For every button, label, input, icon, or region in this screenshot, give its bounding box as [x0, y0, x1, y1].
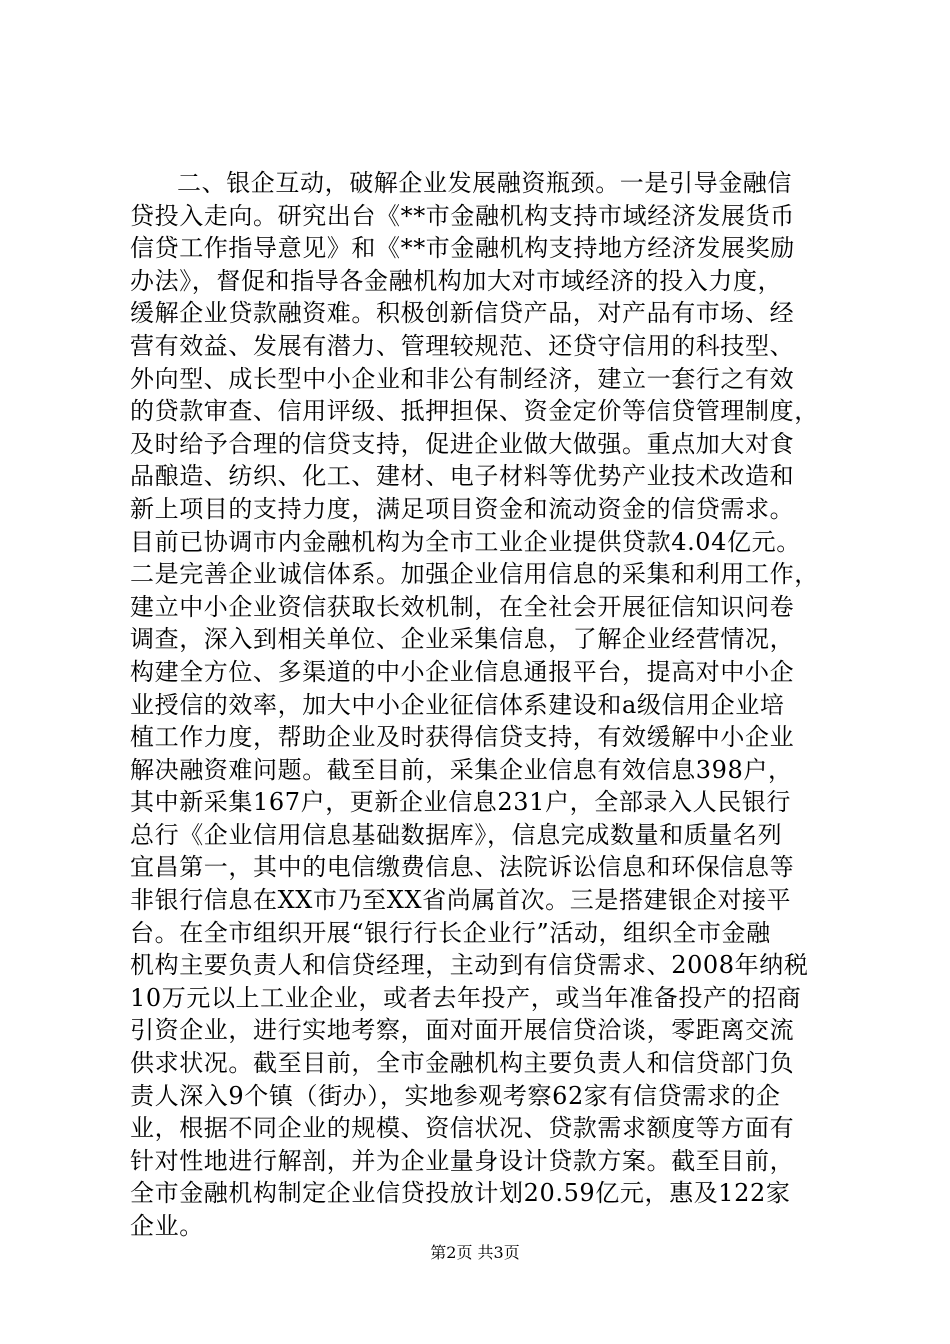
text-line: 构建全方位、多渠道的中小企业信息通报平台，提高对中小企	[130, 657, 795, 686]
text-line: 及时给予合理的信贷支持，促进企业做大做强。重点加大对食	[130, 429, 795, 458]
text-line: 建立中小企业资信获取长效机制，在全社会开展征信知识问卷	[130, 592, 795, 621]
text-line: 非银行信息在XX市乃至XX省尚属首次。三是搭建银企对接平	[130, 886, 792, 915]
text-line: 目前已协调市内金融机构为全市工业企业提供贷款4.04亿元。	[130, 527, 801, 556]
text-line: 机构主要负责人和信贷经理，主动到有信贷需求、2008年纳税	[130, 951, 809, 980]
text-line: 针对性地进行解剖，并为企业量身设计贷款方案。截至目前，	[130, 1146, 795, 1175]
text-line: 信贷工作指导意见》和《**市金融机构支持地方经济发展奖励	[130, 234, 795, 263]
text-line: 植工作力度，帮助企业及时获得信贷支持，有效缓解中小企业	[130, 723, 795, 752]
text-line: 新上项目的支持力度，满足项目资金和流动资金的信贷需求。	[130, 494, 795, 523]
body-paragraph	[130, 167, 830, 1243]
text-line: 品酿造、纺织、化工、建材、电子材料等优势产业技术改造和	[130, 462, 795, 491]
text-line: 责人深入9个镇（街办），实地参观考察62家有信贷需求的企	[130, 1081, 781, 1110]
text-line: 业授信的效率，加大中小企业征信体系建设和a级信用企业培	[130, 690, 785, 719]
text-line: 外向型、成长型中小企业和非公有制经济，建立一套行之有效	[130, 364, 795, 393]
text-line: 缓解企业贷款融资难。积极创新信贷产品，对产品有市场、经	[130, 299, 795, 328]
text-line: 业，根据不同企业的规模、资信状况、贷款需求额度等方面有	[130, 1114, 795, 1143]
text-line: 二、银企互动，破解企业发展融资瓶颈。一是引导金融信	[177, 169, 792, 197]
text-line: 的贷款审查、信用评级、抵押担保、资金定价等信贷管理制度，	[130, 397, 819, 426]
text-line: 办法》，督促和指导各金融机构加大对市域经济的投入力度，	[130, 266, 783, 295]
text-line: 调查，深入到相关单位、企业采集信息，了解企业经营情况，	[130, 625, 795, 654]
text-line: 供求状况。截至目前，全市金融机构主要负责人和信贷部门负	[130, 1049, 795, 1078]
text-line: 贷投入走向。研究出台《**市金融机构支持市域经济发展货币	[130, 201, 795, 230]
text-line: 营有效益、发展有潜力、管理较规范、还贷守信用的科技型、	[130, 331, 795, 360]
page-number-footer: 第2页 共3页	[430, 1243, 520, 1262]
text-line: 引资企业，进行实地考察，面对面开展信贷洽谈，零距离交流	[130, 1016, 795, 1045]
text-line: 企业。	[130, 1212, 204, 1240]
text-line: 解决融资难问题。截至目前，采集企业信息有效信息398户，	[130, 755, 793, 784]
text-line: 宜昌第一，其中的电信缴费信息、法院诉讼信息和环保信息等	[130, 853, 795, 882]
text-line: 二是完善企业诚信体系。加强企业信用信息的采集和利用工作，	[130, 560, 819, 589]
text-line: 10万元以上工业企业，或者去年投产，或当年准备投产的招商	[130, 983, 802, 1012]
text-line: 其中新采集167户，更新企业信息231户，全部录入人民银行	[130, 788, 792, 817]
text-line: 总行《企业信用信息基础数据库》，信息完成数量和质量名列	[130, 820, 783, 849]
text-line: 台。在全市组织开展“银行行长企业行”活动，组织全市金融	[130, 918, 771, 947]
text-line: 全市金融机构制定企业信贷投放计划20.59亿元，惠及122家	[130, 1179, 791, 1208]
